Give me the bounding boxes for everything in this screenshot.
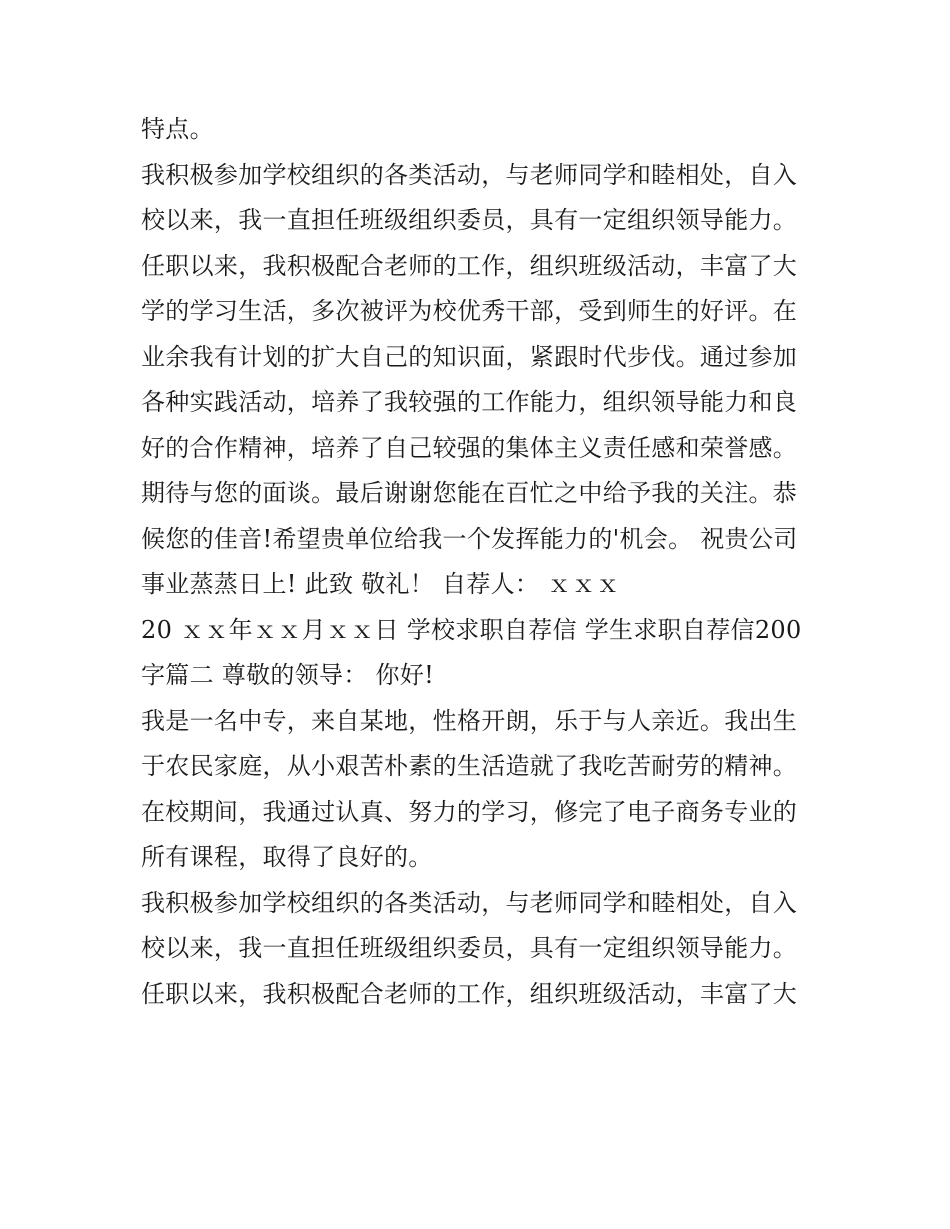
document-body — [141, 107, 821, 1017]
text-line: 所有课程，取得了良好的。 — [141, 843, 433, 871]
text-line: 20 ｘｘ年ｘｘ月ｘｘ日 学校求职自荐信 学生求职自荐信200 — [141, 615, 802, 644]
text-line: 期待与您的面谈。最后谢谢您能在百忙之中给予我的关注。恭 — [141, 479, 798, 507]
text-line: 在校期间，我通过认真、努力的学习，修完了电子商务专业的 — [141, 797, 798, 826]
text-line: 校以来，我一直担任班级组织委员，具有一定组织领导能力。 — [141, 934, 798, 962]
text-line: 学的学习生活，多次被评为校优秀干部，受到师生的好评。在 — [141, 297, 798, 325]
text-line: 任职以来，我积极配合老师的工作，组织班级活动，丰富了大 — [141, 251, 798, 280]
text-line: 各种实践活动，培养了我较强的工作能力，组织领导能力和良 — [141, 388, 798, 416]
text-line: 事业蒸蒸日上! 此致 敬礼！ 自荐人： ｘｘｘ — [141, 570, 621, 598]
text-line: 业余我有计划的扩大自己的知识面，紧跟时代步伐。通过参加 — [141, 342, 798, 371]
text-line: 任职以来，我积极配合老师的工作，组织班级活动，丰富了大 — [141, 979, 798, 1008]
text-line: 校以来，我一直担任班级组织委员，具有一定组织领导能力。 — [141, 206, 798, 234]
text-line: 特点。 — [141, 115, 214, 143]
text-line: 好的合作精神，培养了自己较强的集体主义责任感和荣誉感。 — [141, 433, 798, 462]
text-line: 我是一名中专，来自某地，性格开朗，乐于与人亲近。我出生 — [141, 706, 798, 735]
text-line: 我积极参加学校组织的各类活动，与老师同学和睦相处，自入 — [141, 160, 798, 189]
text-line: 我积极参加学校组织的各类活动，与老师同学和睦相处，自入 — [141, 888, 798, 917]
text-line: 候您的佳音!希望贵单位给我一个发挥能力的'机会。 祝贵公司 — [141, 524, 798, 553]
text-line: 字篇二 尊敬的领导： 你好! — [141, 661, 435, 689]
text-line: 于农民家庭，从小艰苦朴素的生活造就了我吃苦耐劳的精神。 — [141, 752, 798, 780]
